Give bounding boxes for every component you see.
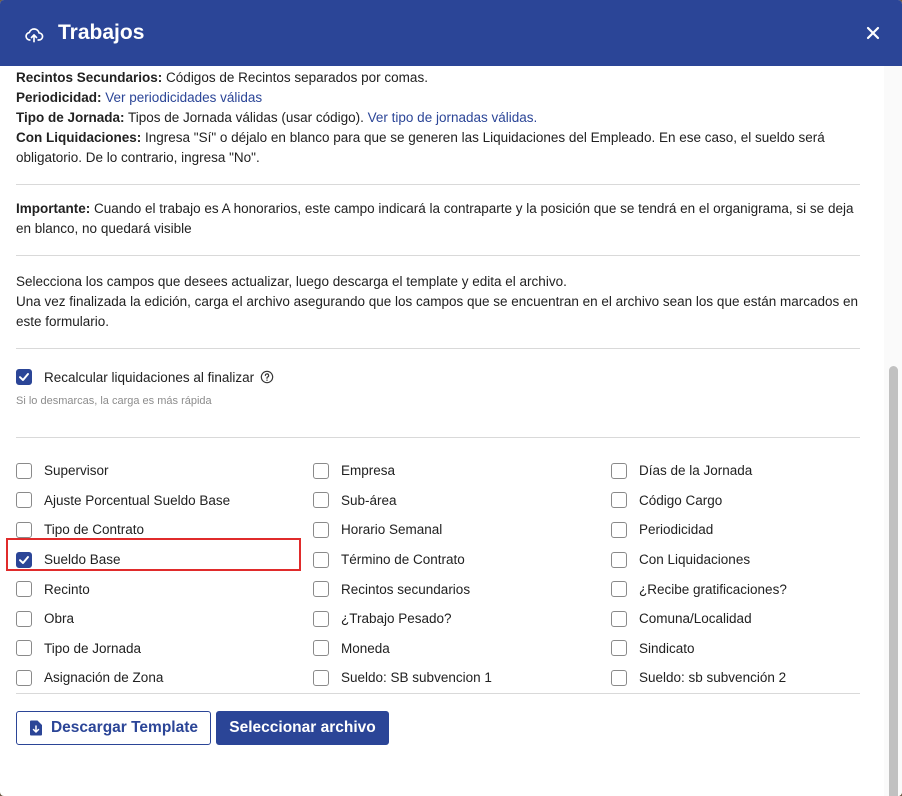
field-label[interactable]: Sindicato [639, 640, 695, 656]
info-periodicidad [16, 88, 860, 108]
field-label[interactable]: Tipo de Contrato [44, 522, 145, 538]
info-key: Tipo de Jornada: [16, 110, 125, 125]
field-option[interactable] [16, 574, 313, 604]
fields-grid [16, 456, 860, 693]
close-button[interactable] [862, 22, 884, 44]
field-option[interactable] [313, 486, 611, 516]
check-icon [18, 554, 30, 566]
field-option[interactable] [611, 545, 860, 575]
field-option[interactable] [16, 515, 313, 545]
file-download-icon [29, 720, 43, 736]
field-label[interactable]: Código Cargo [639, 492, 723, 508]
field-label[interactable]: Tipo de Jornada [44, 640, 142, 656]
field-label[interactable]: Recinto [44, 581, 90, 597]
field-label[interactable]: Sueldo: sb subvención 2 [639, 670, 787, 686]
select-file-button[interactable] [216, 711, 389, 745]
modal-title: Trabajos [58, 21, 145, 44]
info-text: Códigos de Recintos separados por comas. [162, 70, 428, 85]
info-key: Con Liquidaciones: [16, 130, 142, 145]
field-label[interactable]: Periodicidad [639, 522, 714, 538]
field-label[interactable]: ¿Recibe gratificaciones? [639, 581, 787, 597]
field-checkbox[interactable] [611, 611, 627, 627]
modal-body[interactable] [0, 66, 884, 796]
field-checkbox[interactable] [313, 463, 329, 479]
important-text: Cuando el trabajo es A honorarios, este campo indicará la contraparte y la posición que se tendrá en el organigrama, si se deja en blanco, no quedará visible [16, 201, 854, 236]
field-checkbox[interactable] [313, 581, 329, 597]
close-icon [866, 26, 880, 40]
field-option[interactable] [611, 456, 860, 486]
field-label[interactable]: Días de la Jornada [639, 463, 753, 479]
recalc-hint: Si lo desmarcas, la carga es más rápida [16, 395, 212, 407]
field-option[interactable] [313, 545, 611, 575]
field-label[interactable]: Supervisor [44, 463, 109, 479]
field-label[interactable]: Sueldo Base [44, 552, 121, 568]
field-label[interactable]: Asignación de Zona [44, 670, 164, 686]
field-option[interactable] [16, 456, 313, 486]
field-option[interactable] [16, 486, 313, 516]
field-checkbox[interactable] [611, 670, 627, 686]
download-template-button[interactable] [16, 711, 211, 745]
field-option[interactable] [313, 574, 611, 604]
recalc-label[interactable]: Recalcular liquidaciones al finalizar [44, 369, 255, 385]
field-option[interactable] [611, 604, 860, 634]
field-option[interactable] [16, 663, 313, 693]
field-label[interactable]: ¿Trabajo Pesado? [341, 611, 452, 627]
info-recintos-secundarios [16, 68, 860, 88]
field-checkbox[interactable] [313, 552, 329, 568]
scrollbar-thumb[interactable] [889, 366, 898, 796]
field-label[interactable]: Recintos secundarios [341, 581, 471, 597]
info-text: Tipos de Jornada válidas (usar código). [124, 110, 368, 125]
info-text: Ingresa "Sí" o déjalo en blanco para que se generen las Liquidaciones del Empleado. En ese caso, el sueldo será obligatorio. De lo contrario, ingresa "No". [16, 130, 825, 165]
field-checkbox[interactable] [611, 463, 627, 479]
instructions-line-1: Selecciona los campos que desees actualizar, luego descarga el template y edita el archivo. [16, 274, 567, 289]
field-checkbox[interactable] [313, 640, 329, 656]
info-tipo-jornada [16, 108, 860, 128]
field-checkbox[interactable] [16, 463, 32, 479]
field-checkbox[interactable] [16, 492, 32, 508]
field-checkbox[interactable] [611, 552, 627, 568]
field-option[interactable] [611, 574, 860, 604]
field-label[interactable]: Sueldo: SB subvencion 1 [341, 670, 492, 686]
field-label[interactable]: Con Liquidaciones [639, 552, 751, 568]
field-label[interactable]: Ajuste Porcentual Sueldo Base [44, 492, 231, 508]
field-option[interactable] [16, 634, 313, 664]
recalc-checkbox[interactable] [16, 369, 32, 385]
field-option[interactable] [313, 456, 611, 486]
field-option[interactable] [16, 604, 313, 634]
actions-bar [16, 711, 860, 745]
download-template-label: Descargar Template [50, 718, 199, 736]
instructions [16, 256, 860, 348]
field-option[interactable] [313, 604, 611, 634]
divider [16, 693, 860, 694]
question-circle-icon[interactable] [260, 370, 274, 384]
divider [16, 437, 860, 438]
field-option[interactable] [611, 663, 860, 693]
field-checkbox[interactable] [313, 522, 329, 538]
field-option[interactable] [313, 663, 611, 693]
tipo-jornadas-link[interactable]: Ver tipo de jornadas válidas. [367, 110, 538, 125]
important-key: Importante: [16, 201, 91, 216]
field-option[interactable] [313, 634, 611, 664]
field-checkbox[interactable] [16, 522, 32, 538]
field-label[interactable]: Horario Semanal [341, 522, 443, 538]
field-label[interactable]: Moneda [341, 640, 390, 656]
field-label[interactable]: Obra [44, 611, 75, 627]
instructions-line-2: Una vez finalizada la edición, carga el archivo asegurando que los campos que se encuentran en el archivo sean los que están marcados en este formulario. [16, 294, 859, 329]
info-con-liquidaciones [16, 128, 860, 168]
field-option[interactable] [611, 634, 860, 664]
field-label[interactable]: Término de Contrato [341, 552, 465, 568]
field-checkbox[interactable] [611, 640, 627, 656]
field-option[interactable] [611, 515, 860, 545]
field-label[interactable]: Empresa [341, 463, 396, 479]
field-checkbox[interactable] [313, 492, 329, 508]
field-checkbox[interactable] [611, 581, 627, 597]
field-checkbox[interactable] [611, 522, 627, 538]
field-checkbox[interactable] [16, 611, 32, 627]
field-checkbox[interactable] [16, 640, 32, 656]
field-checkbox[interactable] [16, 552, 32, 568]
divider [16, 348, 860, 349]
field-option[interactable] [611, 486, 860, 516]
modal-header [0, 0, 902, 66]
field-checkbox[interactable] [313, 611, 329, 627]
info-key: Periodicidad: [16, 90, 102, 105]
field-option[interactable] [16, 545, 313, 575]
important-note [16, 185, 860, 255]
cloud-upload-icon [24, 25, 44, 45]
field-option[interactable] [313, 515, 611, 545]
periodicidades-link[interactable]: Ver periodicidades válidas [105, 90, 263, 105]
select-file-label: Seleccionar archivo [229, 718, 376, 736]
info-section [16, 66, 860, 168]
field-checkbox[interactable] [16, 581, 32, 597]
field-checkbox[interactable] [16, 670, 32, 686]
info-key: Recintos Secundarios: [16, 70, 163, 85]
field-checkbox[interactable] [611, 492, 627, 508]
check-icon [18, 371, 30, 383]
scrollbar[interactable] [884, 66, 902, 796]
recalc-option[interactable] [16, 367, 860, 387]
field-label[interactable]: Comuna/Localidad [639, 611, 752, 627]
field-label[interactable]: Sub-área [341, 492, 397, 508]
field-checkbox[interactable] [313, 670, 329, 686]
